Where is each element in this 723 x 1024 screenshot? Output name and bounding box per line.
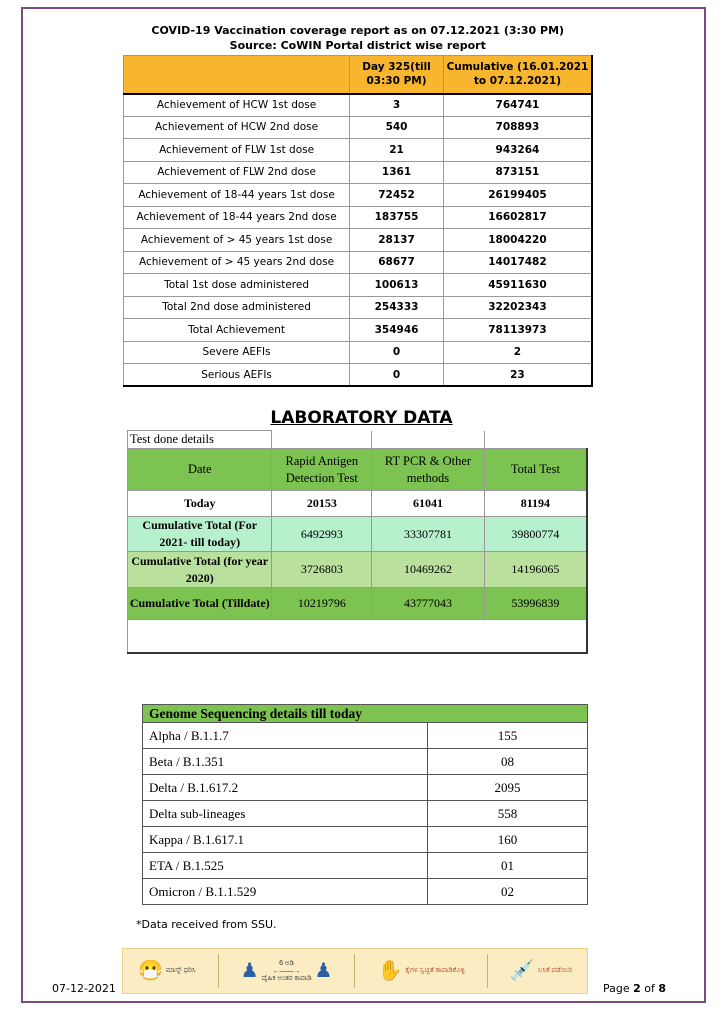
header-cumulative: Cumulative (16.01.2021 to 07.12.2021) [443,56,592,94]
laboratory-heading: LABORATORY DATA [270,408,453,428]
lab-row-total: 39800774 [484,517,587,552]
lab-row-rtpcr: 10469262 [372,552,485,588]
vaccination-row-label: Severe AEFIs [124,341,350,364]
genome-variant: ETA / B.1.525 [143,853,428,879]
social-distance-icon: ♟ [314,960,333,982]
masked-faces-icon: 😷 [138,960,163,982]
footer-date: 07-12-2021 [52,982,116,995]
vaccination-row-label: Total 2nd dose administered [124,296,350,319]
data-source-note: *Data received from SSU. [136,918,277,931]
lab-row-label: Cumulative Total (For 2021- till today) [128,517,272,552]
vaccination-row-day: 0 [350,341,444,364]
banner-distance-top: 6 ಅಡಿ [279,959,294,967]
lab-row-label: Today [128,491,272,517]
lab-header-rat: Rapid Antigen Detection Test [272,449,372,491]
genome-variant: Beta / B.1.351 [143,749,428,775]
vaccination-row-label: Achievement of HCW 1st dose [124,94,350,117]
vaccination-row-day: 540 [350,116,444,139]
vaccination-row [124,206,593,229]
vaccination-row [124,94,593,117]
vaccination-source: Source: CoWIN Portal district wise report [229,39,486,52]
lab-row-rat: 10219796 [272,588,372,620]
genome-row [143,801,588,827]
genome-row [143,775,588,801]
social-distance-icon: ♟ [240,960,259,982]
lab-row-total: 14196065 [484,552,587,588]
genome-row [143,723,588,749]
vaccination-row-label: Serious AEFIs [124,364,350,387]
vaccination-row [124,116,593,139]
vaccination-row-day: 100613 [350,274,444,297]
genome-count: 2095 [428,775,588,801]
genome-variant: Delta sub-lineages [143,801,428,827]
genome-count: 155 [428,723,588,749]
genome-count: 01 [428,853,588,879]
vaccination-row [124,161,593,184]
vaccination-row-label: Total Achievement [124,319,350,342]
vaccination-row-label: Achievement of > 45 years 2nd dose [124,251,350,274]
header-blank [124,56,350,94]
genome-count: 08 [428,749,588,775]
lab-row-rtpcr: 61041 [372,491,485,517]
vaccination-row-day: 68677 [350,251,444,274]
lab-row-rat: 6492993 [272,517,372,552]
lab-row-rat: 3726803 [272,552,372,588]
banner-mask-text: ಮಾಸ್ಕ್ ಧರಿಸಿ [165,967,196,974]
genome-variant: Omicron / B.1.1.529 [143,879,428,905]
vaccination-row-cumulative: 764741 [443,94,592,117]
lab-row-rtpcr: 43777043 [372,588,485,620]
lab-header-date: Date [128,449,272,491]
lab-row-rat: 20153 [272,491,372,517]
vaccination-row-label: Total 1st dose administered [124,274,350,297]
vaccination-row-cumulative: 943264 [443,139,592,162]
lab-row-rtpcr: 33307781 [372,517,485,552]
genome-variant: Delta / B.1.617.2 [143,775,428,801]
banner-divider [487,954,488,988]
lab-header-rtpcr: RT PCR & Other methods [372,449,485,491]
genome-row [143,879,588,905]
genome-row [143,853,588,879]
vaccination-row-label: Achievement of HCW 2nd dose [124,116,350,139]
covid-appropriate-behaviour-banner: 😷 ಮಾಸ್ಕ್ ಧರಿಸಿ ♟ 6 ಅಡಿ ←——→ ದೈಹಿಕ ಅಂತರ ಕಾಪಾಡಿ ♟ ✋ ಕೈಗಳ ಸ್ವಚ್ಛತೆ ಕಾಪಾಡಿಕೊಳ್ಳಿ 💉 ಲಸಿಕೆ ಪಡೆಯಿರಿ [122,948,588,994]
vaccination-row-cumulative: 23 [443,364,592,387]
lab-row-cumulative-tilldate [128,588,588,620]
banner-distance-text: ದೈಹಿಕ ಅಂತರ ಕಾಪಾಡಿ [261,974,312,982]
lab-row-total: 53996839 [484,588,587,620]
vaccination-row-day: 183755 [350,206,444,229]
vaccination-row-day: 254333 [350,296,444,319]
vaccination-row-cumulative: 45911630 [443,274,592,297]
vaccination-row-cumulative: 14017482 [443,251,592,274]
vaccination-row [124,274,593,297]
genome-row [143,827,588,853]
vaccination-row-label: Achievement of FLW 1st dose [124,139,350,162]
vaccination-row [124,139,593,162]
hand-wash-icon: ✋ [377,960,403,982]
genome-count: 160 [428,827,588,853]
vaccination-row-cumulative: 32202343 [443,296,592,319]
vaccination-row-cumulative: 78113973 [443,319,592,342]
genome-count: 558 [428,801,588,827]
vaccination-row-cumulative: 18004220 [443,229,592,252]
lab-row-label: Cumulative Total (for year 2020) [128,552,272,588]
footer-page-number: Page 2 of 8 [603,982,667,995]
header-day: Day 325(till 03:30 PM) [350,56,444,94]
lab-row-today [128,491,588,517]
vaccination-row-label: Achievement of 18-44 years 1st dose [124,184,350,207]
vaccination-row-label: Achievement of FLW 2nd dose [124,161,350,184]
lab-empty-row [128,620,588,653]
vaccination-title: COVID-19 Vaccination coverage report as on 07.12.2021 (3:30 PM) [151,24,565,37]
lab-row-total: 81194 [484,491,587,517]
lab-row-cumulative-2020 [128,552,588,588]
vaccination-row [124,184,593,207]
genome-table [142,704,588,905]
banner-vaccine-text: ಲಸಿಕೆ ಪಡೆಯಿರಿ [537,967,572,974]
vaccination-row-cumulative: 873151 [443,161,592,184]
vaccination-row-day: 1361 [350,161,444,184]
vaccination-row-day: 3 [350,94,444,117]
genome-heading: Genome Sequencing details till today [143,705,588,723]
vaccination-row [124,296,593,319]
vaccination-row-day: 354946 [350,319,444,342]
lab-header-total: Total Test [484,449,587,491]
genome-row [143,749,588,775]
vaccination-row-cumulative: 708893 [443,116,592,139]
lab-row-label: Cumulative Total (Tilldate) [128,588,272,620]
vaccination-table [123,23,593,387]
vaccination-row-label: Achievement of 18-44 years 2nd dose [124,206,350,229]
vaccination-row-cumulative: 2 [443,341,592,364]
vaccination-row-day: 72452 [350,184,444,207]
banner-divider [354,954,355,988]
genome-variant: Kappa / B.1.617.1 [143,827,428,853]
lab-caption: Test done details [128,431,272,449]
vaccination-icon: 💉 [509,960,535,982]
vaccination-row-day: 0 [350,364,444,387]
vaccination-row [124,229,593,252]
lab-row-cumulative-2021 [128,517,588,552]
banner-handwash-text: ಕೈಗಳ ಸ್ವಚ್ಛತೆ ಕಾಪಾಡಿಕೊಳ್ಳಿ [405,967,465,974]
vaccination-row-label: Achievement of > 45 years 1st dose [124,229,350,252]
laboratory-table [127,430,588,654]
vaccination-row [124,319,593,342]
vaccination-row-cumulative: 16602817 [443,206,592,229]
banner-divider [218,954,219,988]
vaccination-row [124,341,593,364]
vaccination-row-day: 28137 [350,229,444,252]
genome-count: 02 [428,879,588,905]
vaccination-row [124,251,593,274]
vaccination-row-cumulative: 26199405 [443,184,592,207]
vaccination-row [124,364,593,387]
genome-variant: Alpha / B.1.1.7 [143,723,428,749]
vaccination-row-day: 21 [350,139,444,162]
